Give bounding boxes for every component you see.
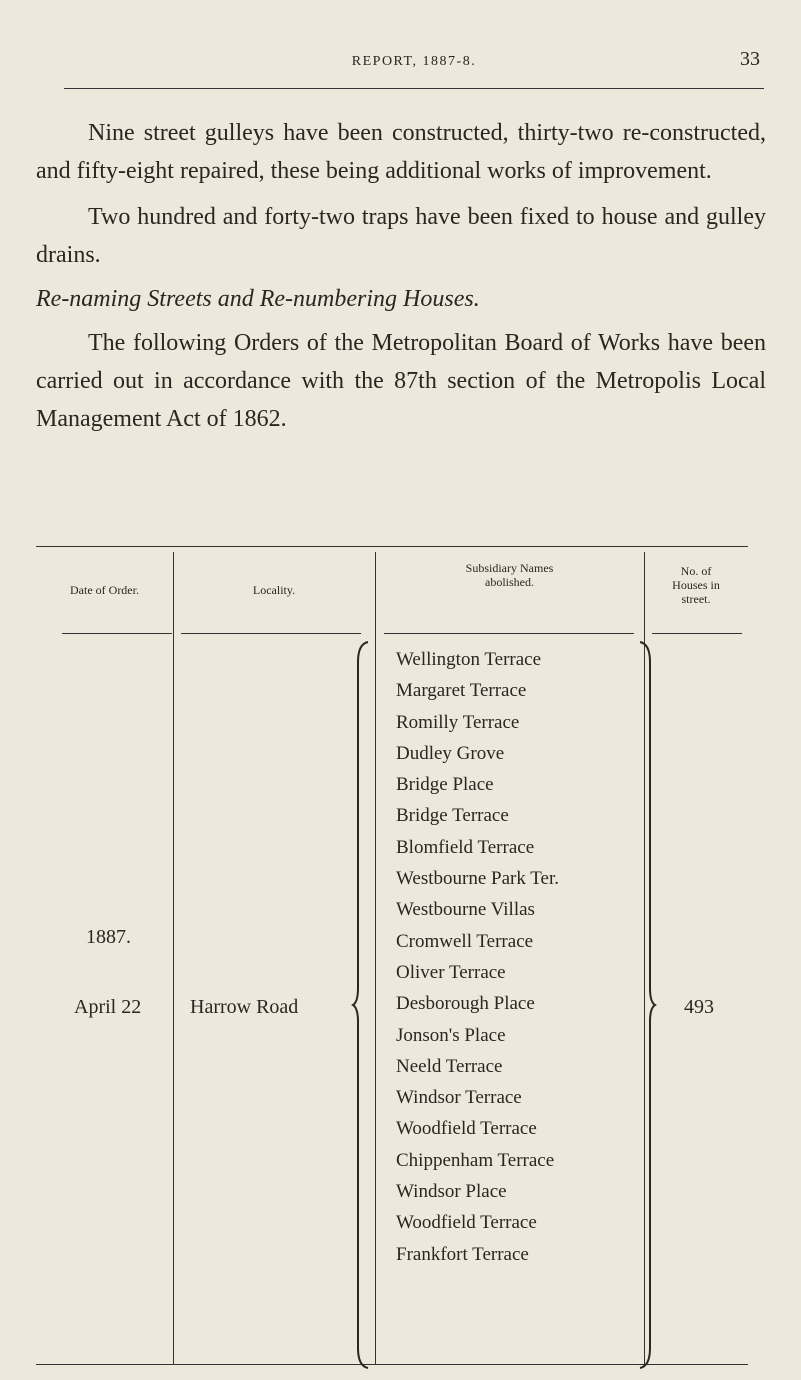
page-header [64,48,764,78]
subsidiary-name-item: Bridge Place [396,774,494,796]
header-underline-names [384,633,634,634]
subsidiary-name-item: Romilly Terrace [396,711,520,733]
header-underline-houses [652,633,742,634]
locality-value: Harrow Road [190,996,299,1018]
header-locality [173,583,375,597]
subsidiary-names-list [396,644,656,1270]
subsidiary-name-item: Woodfield Terrace [396,1118,537,1140]
subsidiary-name-item: Westbourne Villas [396,899,535,921]
subsidiary-name-item: Jonson's Place [396,1024,506,1046]
header-locality-label: Locality. [252,583,296,597]
header-rule [64,88,764,89]
column-divider-2 [375,552,376,1364]
subsidiary-name-item: Chippenham Terrace [396,1149,555,1171]
header-names [375,561,644,589]
paragraph-orders: The following Orders of the Metropolitan Board of Works have been carried out in accordance with the 87th section of the Metropolis Local Management Act of 1862. [36,330,766,432]
header-houses [644,564,748,606]
subsidiary-name-item: Desborough Place [396,993,535,1015]
order-year: 1887. [86,926,131,948]
subsidiary-name-item: Windsor Place [396,1181,507,1203]
header-houses-line-2: Houses in [672,578,720,592]
subsidiary-name-item: Oliver Terrace [396,961,506,983]
page-number: 33 [740,48,760,70]
header-names-line-1: Subsidiary Names [465,561,554,575]
subsidiary-name-item: Wellington Terrace [396,649,542,670]
section-heading: Re-naming Streets and Re-numbering Houses. [36,286,480,312]
subsidiary-name-item: Blomfield Terrace [396,836,535,858]
column-divider-1 [173,552,174,1364]
subsidiary-name-item: Westbourne Park Ter. [396,868,560,890]
subsidiary-name-item: Bridge Terrace [396,805,509,827]
running-title: REPORT, 1887-8. [351,54,477,69]
renaming-table [36,540,766,1366]
subsidiary-name-item: Woodfield Terrace [396,1212,537,1234]
subsidiary-name-item: Dudley Grove [396,742,505,764]
subsidiary-name-item: Margaret Terrace [396,680,527,702]
paragraph-traps: Two hundred and forty-two traps have been fixed to house and gulley drains. [36,204,766,268]
subsidiary-name-item: Cromwell Terrace [396,930,534,952]
paragraph-gulleys: Nine street gulleys have been constructed, thirty-two re-constructed, and fifty-eight repaired, these being additional works of improvement. [36,120,766,184]
table-top-rule [36,546,748,547]
header-underline-date [62,633,172,634]
header-names-line-2: abolished. [485,575,534,589]
houses-count: 493 [684,996,714,1018]
header-date-label: Date of Order. [70,583,139,597]
right-brace [636,640,656,1370]
header-houses-line-1: No. of [680,564,712,578]
body-text [36,114,766,438]
subsidiary-name-item: Windsor Terrace [396,1087,522,1109]
left-brace [352,640,372,1370]
subsidiary-name-item: Frankfort Terrace [396,1243,529,1265]
header-underline-locality [181,633,361,634]
order-date: April 22 [74,996,142,1018]
header-date [36,583,173,597]
subsidiary-name-item: Neeld Terrace [396,1055,503,1077]
header-houses-line-3: street. [681,592,711,606]
